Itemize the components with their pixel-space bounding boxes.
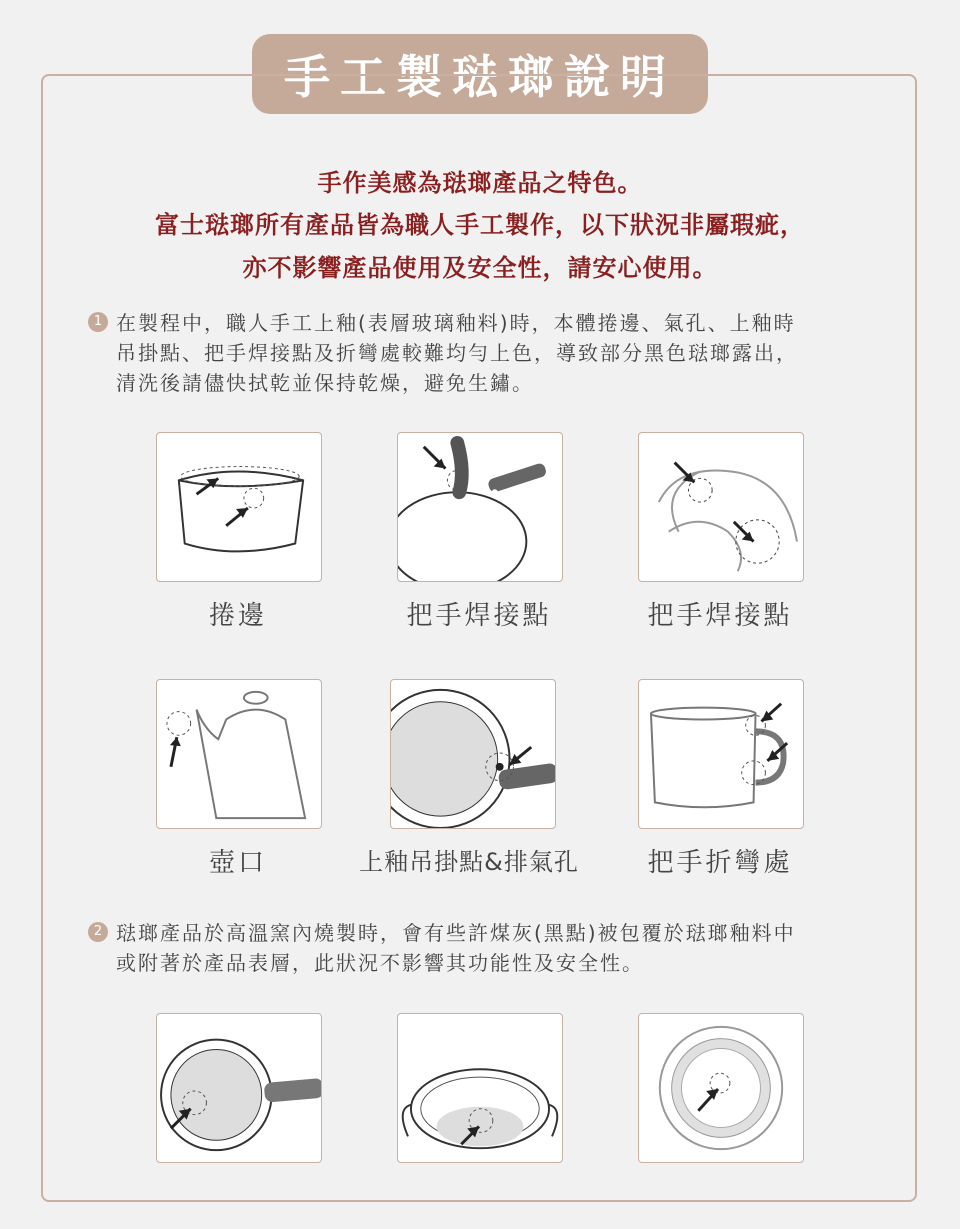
caption-rim: 捲邊 <box>208 601 267 631</box>
note-1-line-1: 在製程中，職人手工上釉(表層玻璃釉料)時，本體捲邊、氣孔、上釉時 <box>116 311 796 335</box>
caption-handle-bend: 把手折彎處 <box>647 848 793 878</box>
intro-line-3: 亦不影響產品使用及安全性，請安心使用。 <box>242 254 718 282</box>
container-rim-icon <box>156 432 322 582</box>
note-1 <box>88 308 888 398</box>
pan-hang-point-icon <box>390 679 556 829</box>
note-1-line-3: 清洗後請儘快拭乾並保持乾燥，避免生鏽。 <box>116 371 534 395</box>
pot-handle-icon <box>638 432 804 582</box>
kettle-handle-icon <box>397 432 563 582</box>
note-1-line-2: 吊掛點、把手焊接點及折彎處較難均勻上色，導致部分黑色琺瑯露出， <box>116 341 798 365</box>
caption-hang-point: 上釉吊掛點&排氣孔 <box>359 848 579 876</box>
caption-handle-weld-2: 把手焊接點 <box>647 601 793 631</box>
plate-icon <box>638 1013 804 1163</box>
note-2-line-2: 或附著於產品表層，此狀況不影響其功能性及安全性。 <box>116 951 644 975</box>
milk-pan-icon <box>156 1013 322 1163</box>
intro-line-2: 富士琺瑯所有產品皆為職人手工製作，以下狀況非屬瑕疵， <box>155 211 805 239</box>
note-2 <box>88 918 888 978</box>
caption-handle-weld-1: 把手焊接點 <box>406 601 552 631</box>
kettle-spout-icon <box>156 679 322 829</box>
note-2-number: 2 <box>88 922 108 942</box>
note-1-number: 1 <box>88 312 108 332</box>
mug-handle-icon <box>638 679 804 829</box>
intro-line-1: 手作美感為琺瑯產品之特色。 <box>317 169 643 197</box>
page-title: 手工製琺瑯說明 <box>252 34 708 114</box>
caption-spout: 壺口 <box>208 848 267 878</box>
note-2-line-1: 琺瑯產品於高溫窯內燒製時，會有些許煤灰(黑點)被包覆於琺瑯釉料中 <box>116 921 796 945</box>
casserole-icon <box>397 1013 563 1163</box>
